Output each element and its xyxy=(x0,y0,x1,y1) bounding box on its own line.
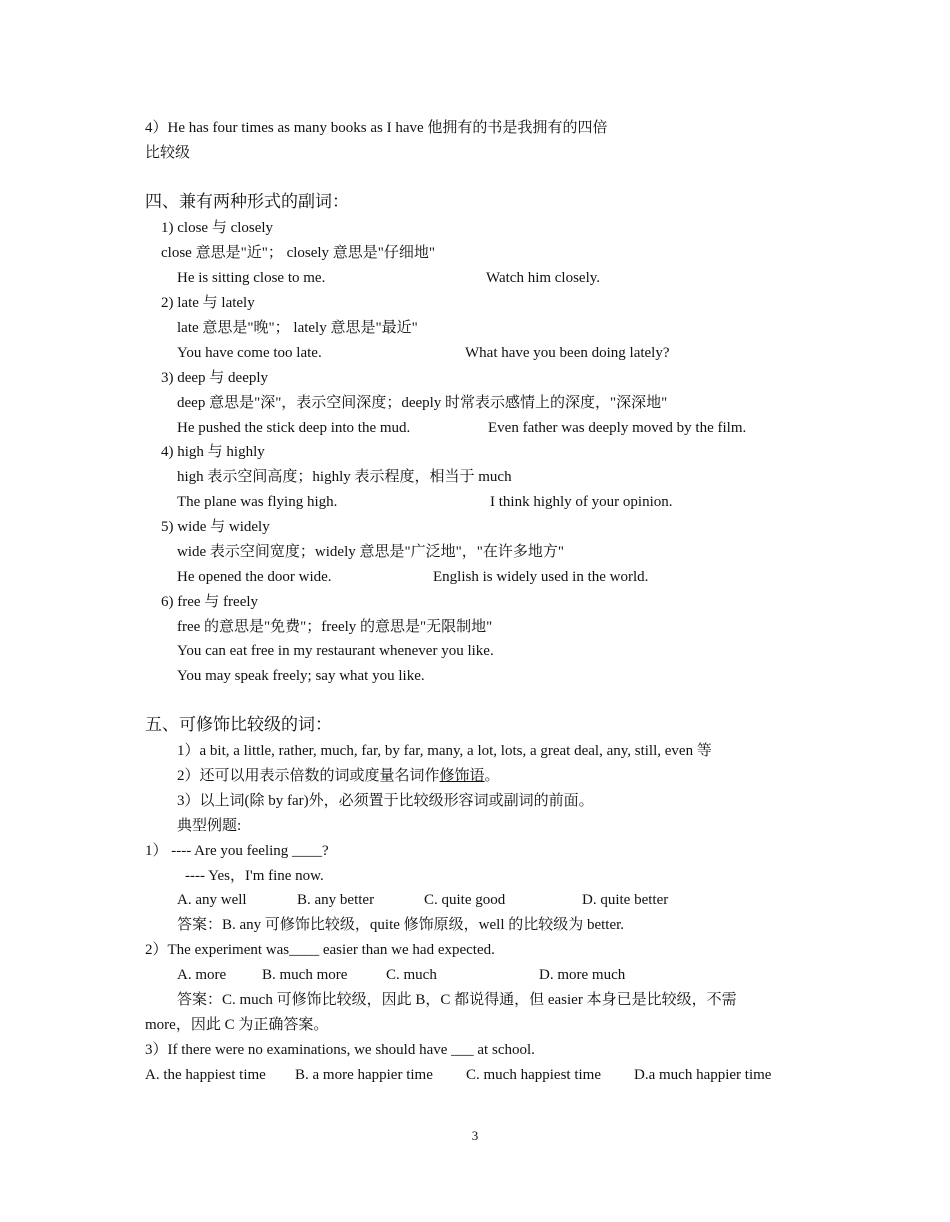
examples-label: 典型例题: xyxy=(177,818,242,834)
section-4-heading: 四、兼有两种形式的副词： xyxy=(145,192,349,211)
example-a: You have come too late. xyxy=(177,345,322,361)
example-a: You can eat free in my restaurant whenever you like. xyxy=(177,643,494,659)
item-title: 4) high 与 highly xyxy=(161,444,265,460)
item-meaning: wide 表示空间宽度；widely 意思是"广泛地"，"在许多地方" xyxy=(177,544,564,560)
item-title: 5) wide 与 widely xyxy=(161,519,270,535)
item-4-line-1: 4）He has four times as many books as I have 他拥有的书是我拥有的四倍 xyxy=(145,120,608,136)
item-4-line-2: 比较级 xyxy=(145,145,191,161)
example-a: He opened the door wide. xyxy=(177,569,332,585)
item-title: 2) late 与 lately xyxy=(161,295,255,311)
point-2-text: 2）还可以用表示倍数的词或度量名词作 xyxy=(177,768,440,784)
section-5-heading: 五、可修饰比较级的词： xyxy=(145,715,332,734)
question-2-option-b: B. much more xyxy=(262,967,348,983)
point-2-underlined-term: 修饰语 xyxy=(439,768,485,784)
point-2-end: 。 xyxy=(484,768,500,784)
example-a: The plane was flying high. xyxy=(177,494,338,510)
item-meaning: late 意思是"晚"； lately 意思是"最近" xyxy=(177,320,418,336)
question-3-option-d: D.a much happier time xyxy=(634,1067,772,1083)
question-2-answer-line-1: 答案：C. much 可修饰比较级，因此 B，C 都说得通，但 easier 本身已是比较级，不需 xyxy=(177,992,737,1008)
question-1-option-a: A. any well xyxy=(177,892,247,908)
example-b: You may speak freely; say what you like. xyxy=(177,668,425,684)
question-3-option-a: A. the happiest time xyxy=(145,1067,266,1083)
question-1-option-c: C. quite good xyxy=(424,892,506,908)
question-2-option-d: D. more much xyxy=(539,967,626,983)
question-3: 3）If there were no examinations, we should have ___ at school. xyxy=(145,1042,535,1058)
example-b: What have you been doing lately? xyxy=(465,345,670,361)
question-1-option-b: B. any better xyxy=(297,892,375,908)
question-3-option-b: B. a more happier time xyxy=(295,1067,433,1083)
question-1-option-d: D. quite better xyxy=(582,892,669,908)
item-title: 3) deep 与 deeply xyxy=(161,370,269,386)
example-b: Even father was deeply moved by the film. xyxy=(488,420,747,436)
question-2-answer-line-2: more，因此 C 为正确答案。 xyxy=(145,1017,329,1033)
item-meaning: high 表示空间高度；highly 表示程度，相当于 much xyxy=(177,469,512,485)
question-1-line-1: 1） ---- Are you feeling ____? xyxy=(145,843,329,859)
item-meaning: free 的意思是"免费"；freely 的意思是"无限制地" xyxy=(177,619,493,635)
question-2-option-c: C. much xyxy=(386,967,437,983)
question-2: 2）The experiment was____ easier than we had expected. xyxy=(145,942,495,958)
question-1-line-2: ---- Yes，I'm fine now. xyxy=(185,868,324,884)
question-3-option-c: C. much happiest time xyxy=(466,1067,601,1083)
point-2 xyxy=(177,766,500,786)
page-number: 3 xyxy=(471,1128,479,1143)
point-3: 3）以上词(除 by far)外，必须置于比较级形容词或副词的前面。 xyxy=(177,793,594,809)
item-meaning: close 意思是"近"； closely 意思是"仔细地" xyxy=(161,245,436,261)
item-title: 6) free 与 freely xyxy=(161,594,259,610)
example-b: Watch him closely. xyxy=(486,270,601,286)
question-1-answer: 答案：B. any 可修饰比较级，quite 修饰原级，well 的比较级为 better. xyxy=(177,917,625,933)
example-b: I think highly of your opinion. xyxy=(490,494,673,510)
item-title: 1) close 与 closely xyxy=(161,220,274,236)
example-a: He is sitting close to me. xyxy=(177,270,326,286)
point-1: 1）a bit, a little, rather, much, far, by far, many, a lot, lots, a great deal, any, still, even 等 xyxy=(177,743,712,759)
example-b: English is widely used in the world. xyxy=(433,569,649,585)
example-a: He pushed the stick deep into the mud. xyxy=(177,420,411,436)
item-meaning: deep 意思是"深"，表示空间深度；deeply 时常表示感情上的深度，"深深地" xyxy=(177,395,668,411)
question-2-option-a: A. more xyxy=(177,967,227,983)
